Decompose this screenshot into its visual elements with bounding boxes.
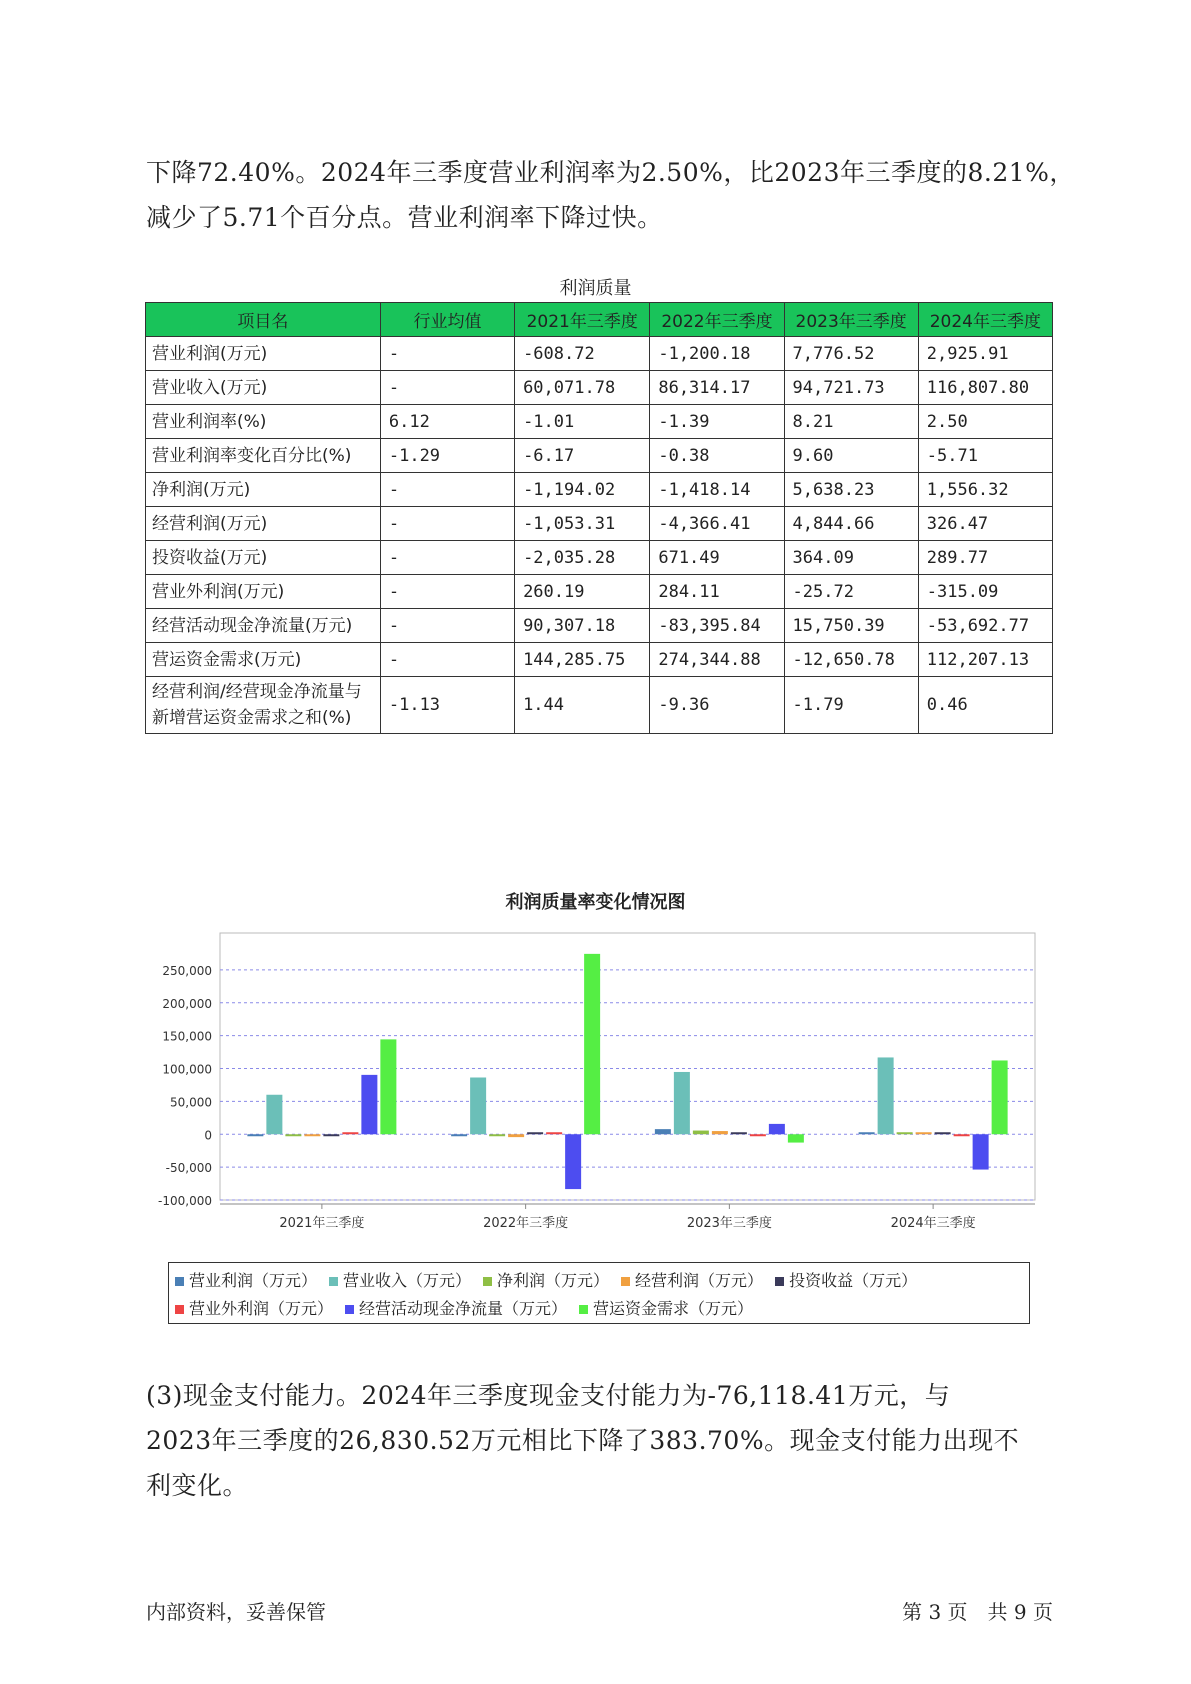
cell-value: -5.71 (918, 439, 1052, 473)
legend-swatch (579, 1305, 588, 1314)
legend-swatch (483, 1277, 492, 1286)
cell-value: 9.60 (784, 439, 918, 473)
row-label: 营业利润率变化百分比(%) (146, 439, 381, 473)
row-label: 经营活动现金净流量(万元) (146, 609, 381, 643)
bar (470, 1077, 486, 1134)
cell-value: - (380, 473, 514, 507)
legend-swatch (621, 1277, 630, 1286)
cell-value: - (380, 337, 514, 371)
cell-value: -53,692.77 (918, 609, 1052, 643)
cell-value: -1,200.18 (650, 337, 784, 371)
bar (693, 1131, 709, 1135)
cell-value: 8.21 (784, 405, 918, 439)
text-line: 利变化。 (146, 1471, 249, 1500)
bar (489, 1134, 505, 1136)
text-line: 减少了5.71个百分点。营业利润率下降过快。 (146, 203, 663, 232)
x-tick-label: 2024年三季度 (890, 1216, 976, 1231)
cell-value: 144,285.75 (515, 643, 650, 677)
y-tick-label: 50,000 (170, 1095, 212, 1110)
bar (769, 1124, 785, 1134)
footer-confidential-note: 内部资料，妥善保管 (146, 1600, 326, 1624)
bar (897, 1132, 913, 1134)
bar (266, 1095, 282, 1134)
cell-value: 0.46 (918, 677, 1052, 734)
legend-label: 营业外利润（万元） (189, 1299, 334, 1318)
legend-swatch (329, 1277, 338, 1286)
cell-value: -1,194.02 (515, 473, 650, 507)
cell-value: 15,750.39 (784, 609, 918, 643)
chart-legend (168, 1262, 1030, 1324)
table-row (146, 439, 1053, 473)
cell-value: 112,207.13 (918, 643, 1052, 677)
cell-value: 86,314.17 (650, 371, 784, 405)
header-2024q3: 2024年三季度 (918, 303, 1052, 337)
cell-value: 94,721.73 (784, 371, 918, 405)
legend-swatch (175, 1305, 184, 1314)
bar (584, 954, 600, 1134)
legend-label: 净利润（万元） (497, 1271, 610, 1290)
table-header-row (146, 303, 1053, 337)
bar (451, 1134, 467, 1136)
bar (973, 1134, 989, 1169)
bar (750, 1134, 766, 1136)
table-row (146, 677, 1053, 734)
cell-value: 364.09 (784, 541, 918, 575)
legend-swatch (345, 1305, 354, 1314)
cell-value: -25.72 (784, 575, 918, 609)
row-label: 净利润(万元) (146, 473, 381, 507)
table-row (146, 473, 1053, 507)
table-row (146, 541, 1053, 575)
table-row (146, 371, 1053, 405)
row-label: 营业收入(万元) (146, 371, 381, 405)
bar (565, 1134, 581, 1189)
cell-value: 1,556.32 (918, 473, 1052, 507)
cell-value: 4,844.66 (784, 507, 918, 541)
y-tick-label: -50,000 (165, 1161, 212, 1176)
chart-title: 利润质量率变化情况图 (505, 892, 686, 913)
cell-value: -12,650.78 (784, 643, 918, 677)
table-row (146, 337, 1053, 371)
table-row (146, 575, 1053, 609)
header-2023q3: 2023年三季度 (784, 303, 918, 337)
paragraph-operating-margin (146, 150, 1075, 240)
cell-value: 60,071.78 (515, 371, 650, 405)
legend-item (345, 1295, 567, 1323)
bar (935, 1132, 951, 1134)
y-tick-label: -100,000 (158, 1194, 212, 1208)
text-line: (3)现金支付能力。2024年三季度现金支付能力为-76,118.41万元，与 (146, 1381, 951, 1410)
cell-value: -1.79 (784, 677, 918, 734)
text-line: 下降72.40%。2024年三季度营业利润率为2.50%，比2023年三季度的8.21%， (146, 158, 1075, 187)
header-2021q3: 2021年三季度 (515, 303, 650, 337)
bar (380, 1039, 396, 1134)
cell-value: -2,035.28 (515, 541, 650, 575)
cell-value: 284.11 (650, 575, 784, 609)
row-label: 经营利润(万元) (146, 507, 381, 541)
cell-value: 90,307.18 (515, 609, 650, 643)
bar (323, 1134, 339, 1136)
legend-label: 经营活动现金净流量（万元） (359, 1299, 568, 1318)
cell-value: 2.50 (918, 405, 1052, 439)
table-row (146, 507, 1053, 541)
bar (285, 1134, 301, 1136)
cell-value: 326.47 (918, 507, 1052, 541)
cell-value: -9.36 (650, 677, 784, 734)
y-tick-label: 100,000 (162, 1062, 212, 1077)
cell-value: - (380, 541, 514, 575)
cell-value: -1.39 (650, 405, 784, 439)
table-row (146, 609, 1053, 643)
row-label: 营业外利润(万元) (146, 575, 381, 609)
cell-value: -1.29 (380, 439, 514, 473)
y-tick-label: 0 (204, 1128, 212, 1143)
cell-value: 116,807.80 (918, 371, 1052, 405)
legend-swatch (775, 1277, 784, 1286)
cell-value: 7,776.52 (784, 337, 918, 371)
legend-item (175, 1295, 333, 1323)
y-tick-label: 200,000 (162, 996, 212, 1011)
bar (916, 1132, 932, 1134)
x-tick-label: 2022年三季度 (483, 1216, 569, 1231)
cell-value: -1.01 (515, 405, 650, 439)
paragraph-cash-payment-ability (146, 1373, 1056, 1508)
bar (859, 1132, 875, 1134)
bar (788, 1134, 804, 1142)
legend-item (329, 1267, 471, 1295)
legend-label: 投资收益（万元） (789, 1271, 918, 1290)
bar (247, 1134, 263, 1136)
bar (527, 1132, 543, 1134)
x-tick-label: 2023年三季度 (686, 1216, 772, 1231)
bar (546, 1132, 562, 1134)
bar (674, 1072, 690, 1134)
profit-quality-table (145, 302, 1053, 734)
bar (508, 1134, 524, 1137)
cell-value: -1,418.14 (650, 473, 784, 507)
cell-value: - (380, 643, 514, 677)
legend-item (775, 1267, 917, 1295)
legend-label: 营业利润（万元） (189, 1271, 318, 1290)
table-row (146, 643, 1053, 677)
text-line: 2023年三季度的26,830.52万元相比下降了383.70%。现金支付能力出现不 (146, 1426, 1020, 1455)
cell-value: -6.17 (515, 439, 650, 473)
bar (992, 1060, 1008, 1134)
row-label: 营业利润(万元) (146, 337, 381, 371)
legend-swatch (175, 1277, 184, 1286)
cell-value: -83,395.84 (650, 609, 784, 643)
plot-area (220, 933, 1035, 1200)
footer-page-number: 第 3 页 共 9 页 (902, 1600, 1053, 1624)
row-label: 营业利润率(%) (146, 405, 381, 439)
cell-value: -4,366.41 (650, 507, 784, 541)
table-row (146, 405, 1053, 439)
cell-value: 289.77 (918, 541, 1052, 575)
cell-value: 260.19 (515, 575, 650, 609)
cell-value: 2,925.91 (918, 337, 1052, 371)
cell-value: 671.49 (650, 541, 784, 575)
bar (342, 1132, 358, 1134)
legend-item (579, 1295, 753, 1323)
cell-value: 274,344.88 (650, 643, 784, 677)
cell-value: - (380, 507, 514, 541)
cell-value: -315.09 (918, 575, 1052, 609)
cell-value: 1.44 (515, 677, 650, 734)
header-item-name: 项目名 (146, 303, 381, 337)
row-label: 经营利润/经营现金净流量与新增营运资金需求之和(%) (146, 677, 381, 734)
cell-value: 5,638.23 (784, 473, 918, 507)
bar (731, 1132, 747, 1134)
table-caption: 利润质量 (559, 278, 632, 299)
row-label: 营运资金需求(万元) (146, 643, 381, 677)
cell-value: - (380, 609, 514, 643)
x-tick-label: 2021年三季度 (279, 1216, 365, 1231)
legend-label: 经营利润（万元） (635, 1271, 764, 1290)
legend-item (175, 1267, 317, 1295)
legend-label: 营运资金需求（万元） (593, 1299, 754, 1318)
cell-value: - (380, 575, 514, 609)
bar (361, 1075, 377, 1134)
y-tick-label: 150,000 (162, 1029, 212, 1044)
header-industry-avg: 行业均值 (380, 303, 514, 337)
header-2022q3: 2022年三季度 (650, 303, 784, 337)
cell-value: -1,053.31 (515, 507, 650, 541)
bar (954, 1134, 970, 1136)
profit-quality-bar-chart (140, 925, 1050, 1255)
cell-value: - (380, 371, 514, 405)
y-tick-label: 250,000 (162, 963, 212, 978)
legend-item (621, 1267, 763, 1295)
cell-value: -1.13 (380, 677, 514, 734)
cell-value: -608.72 (515, 337, 650, 371)
bar (712, 1131, 728, 1134)
row-label: 投资收益(万元) (146, 541, 381, 575)
cell-value: 6.12 (380, 405, 514, 439)
legend-item (483, 1267, 609, 1295)
bar (304, 1134, 320, 1136)
cell-value: -0.38 (650, 439, 784, 473)
bar (655, 1129, 671, 1134)
bar (878, 1057, 894, 1134)
legend-label: 营业收入（万元） (343, 1271, 472, 1290)
